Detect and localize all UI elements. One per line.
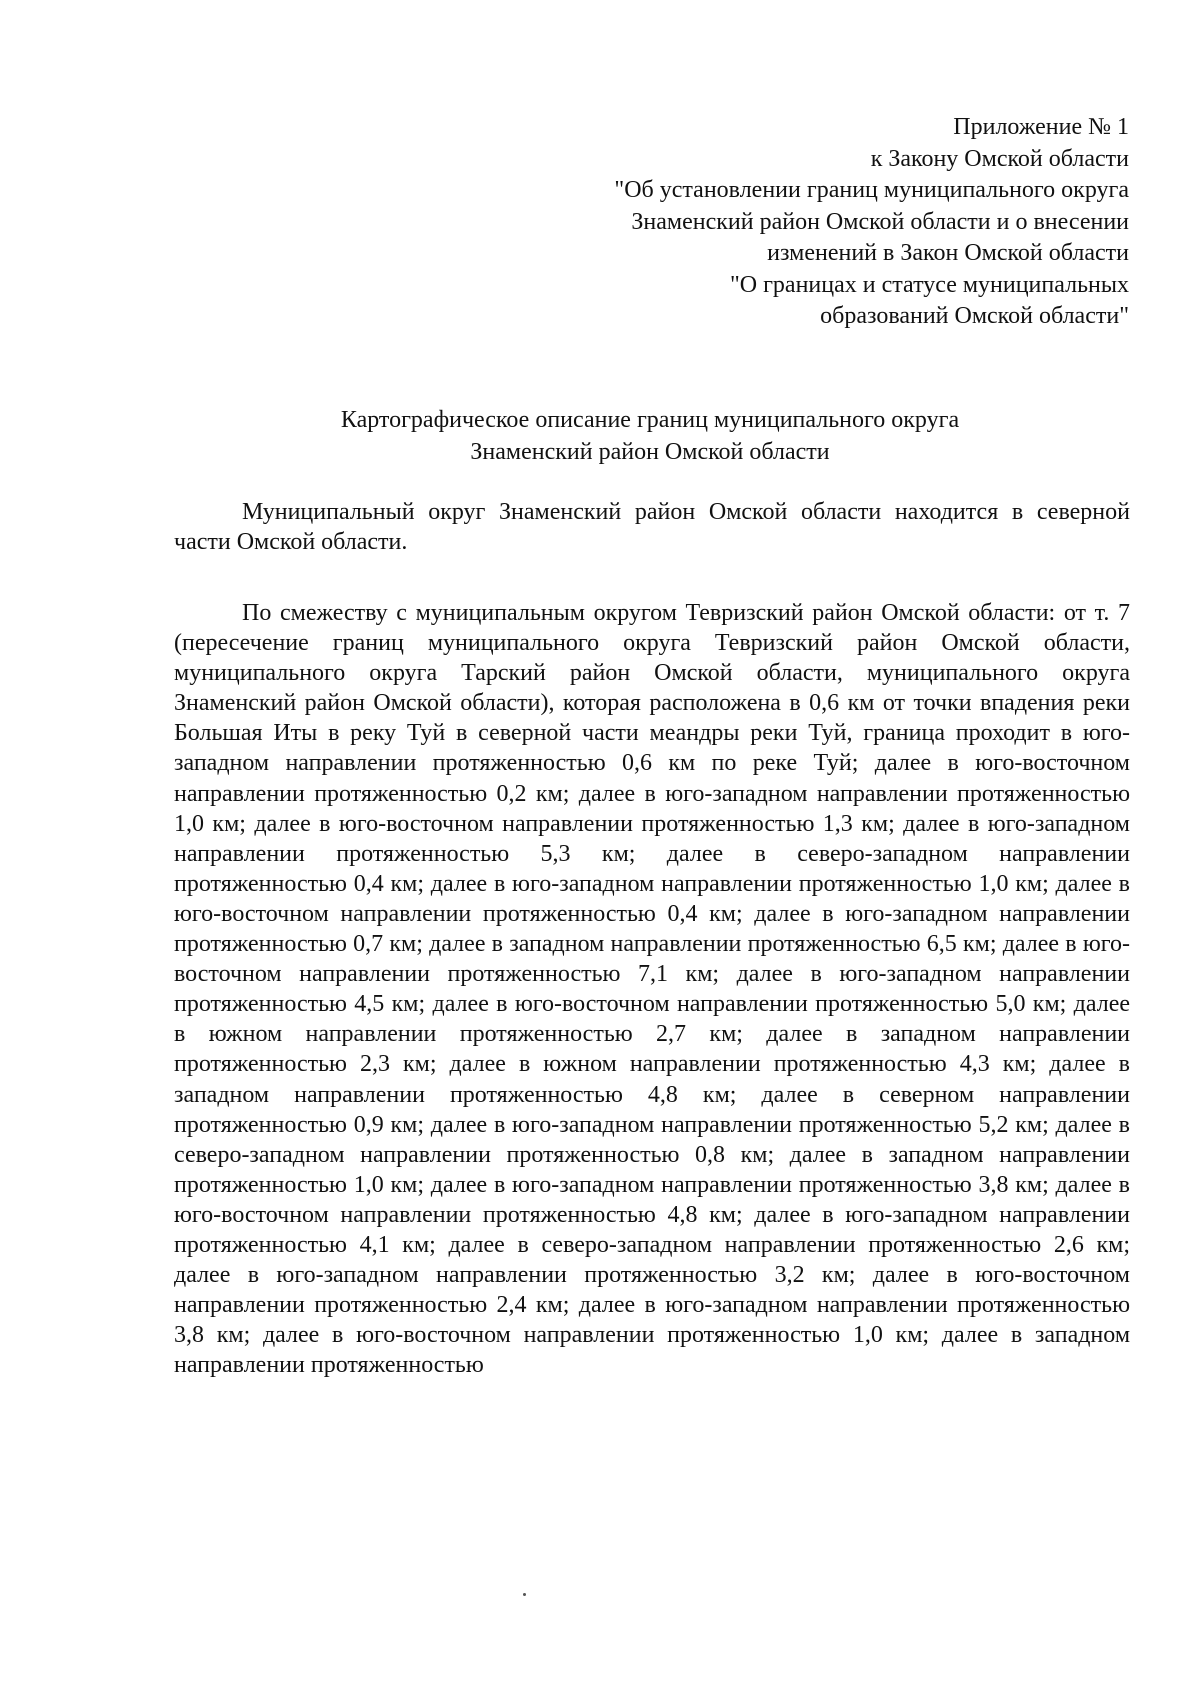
appendix-law-title-line-2: Знаменский район Омской области и о внесении bbox=[631, 208, 1129, 235]
appendix-number: Приложение № 1 bbox=[953, 114, 1129, 140]
appendix-header bbox=[489, 112, 1129, 333]
document-title-line-2: Знаменский район Омской области bbox=[470, 439, 830, 465]
appendix-law-ref: к Закону Омской области bbox=[870, 145, 1129, 172]
document-title bbox=[170, 404, 1130, 468]
paragraph-boundary-description: По смежеству с муниципальным округом Тевризский район Омской области: от т. 7 (пересечение границ муниципального округа Тевризский район Омской области, муниципального округа Тарский район Омской области, муниципального округа Знаменский район Омской области), которая расположена в 0,6 км от точки впадения реки Большая Иты в реку Туй в северной части меандры реки Туй, граница проходит в юго-западном направлении протяженностью 0,6 км по реке Туй; далее в юго-восточном направлении протяженностью 0,2 км; далее в юго-западном направлении протяженностью 1,0 км; далее в юго-восточном направлении протяженностью 1,3 км; далее в юго-западном направлении протяженностью 5,3 км; далее в северо-западном направлении протяженностью 0,4 км; далее в юго-западном направлении протяженностью 1,0 км; далее в юго-восточном направлении протяженностью 0,4 км; далее в юго-западном направлении протяженностью 0,7 км; далее в западном направлении протяженностью 6,5 км; далее в юго-восточном направлении протяженностью 7,1 км; далее в юго-западном направлении протяженностью 4,5 км; далее в юго-восточном направлении протяженностью 5,0 км; далее в южном направлении протяженностью 2,7 км; далее в западном направлении протяженностью 2,3 км; далее в южном направлении протяженностью 4,3 км; далее в западном направлении протяженностью 4,8 км; далее в северном направлении протяженностью 0,9 км; далее в юго-западном направлении протяженностью 5,2 км; далее в северо-западном направлении протяженностью 0,8 км; далее в западном направлении протяженностью 1,0 км; далее в юго-западном направлении протяженностью 3,8 км; далее в юго-восточном направлении протяженностью 4,8 км; далее в юго-западном направлении протяженностью 4,1 км; далее в северо-западном направлении протяженностью 2,6 км; далее в юго-западном направлении протяженностью 3,2 км; далее в юго-восточном направлении протяженностью 2,4 км; далее в юго-западном направлении протяженностью 3,8 км; далее в юго-восточном направлении протяженностью 1,0 км; далее в западном направлении протяженностью bbox=[174, 600, 1130, 1379]
appendix-law-title-line-4: "О границах и статусе муниципальных bbox=[729, 271, 1129, 298]
paragraph-location: Муниципальный округ Знаменский район Омской области находится в северной части Омской области. bbox=[174, 499, 1130, 556]
appendix-law-title-line-5: образований Омской области" bbox=[820, 303, 1129, 329]
appendix-law-title-line-1: "Об установлении границ муниципального округа bbox=[614, 177, 1129, 203]
document-title-line-1: Картографическое описание границ муниципального округа bbox=[340, 407, 960, 433]
scan-dot bbox=[523, 1593, 526, 1596]
appendix-law-title-line-3: изменений в Закон Омской области bbox=[767, 240, 1129, 266]
